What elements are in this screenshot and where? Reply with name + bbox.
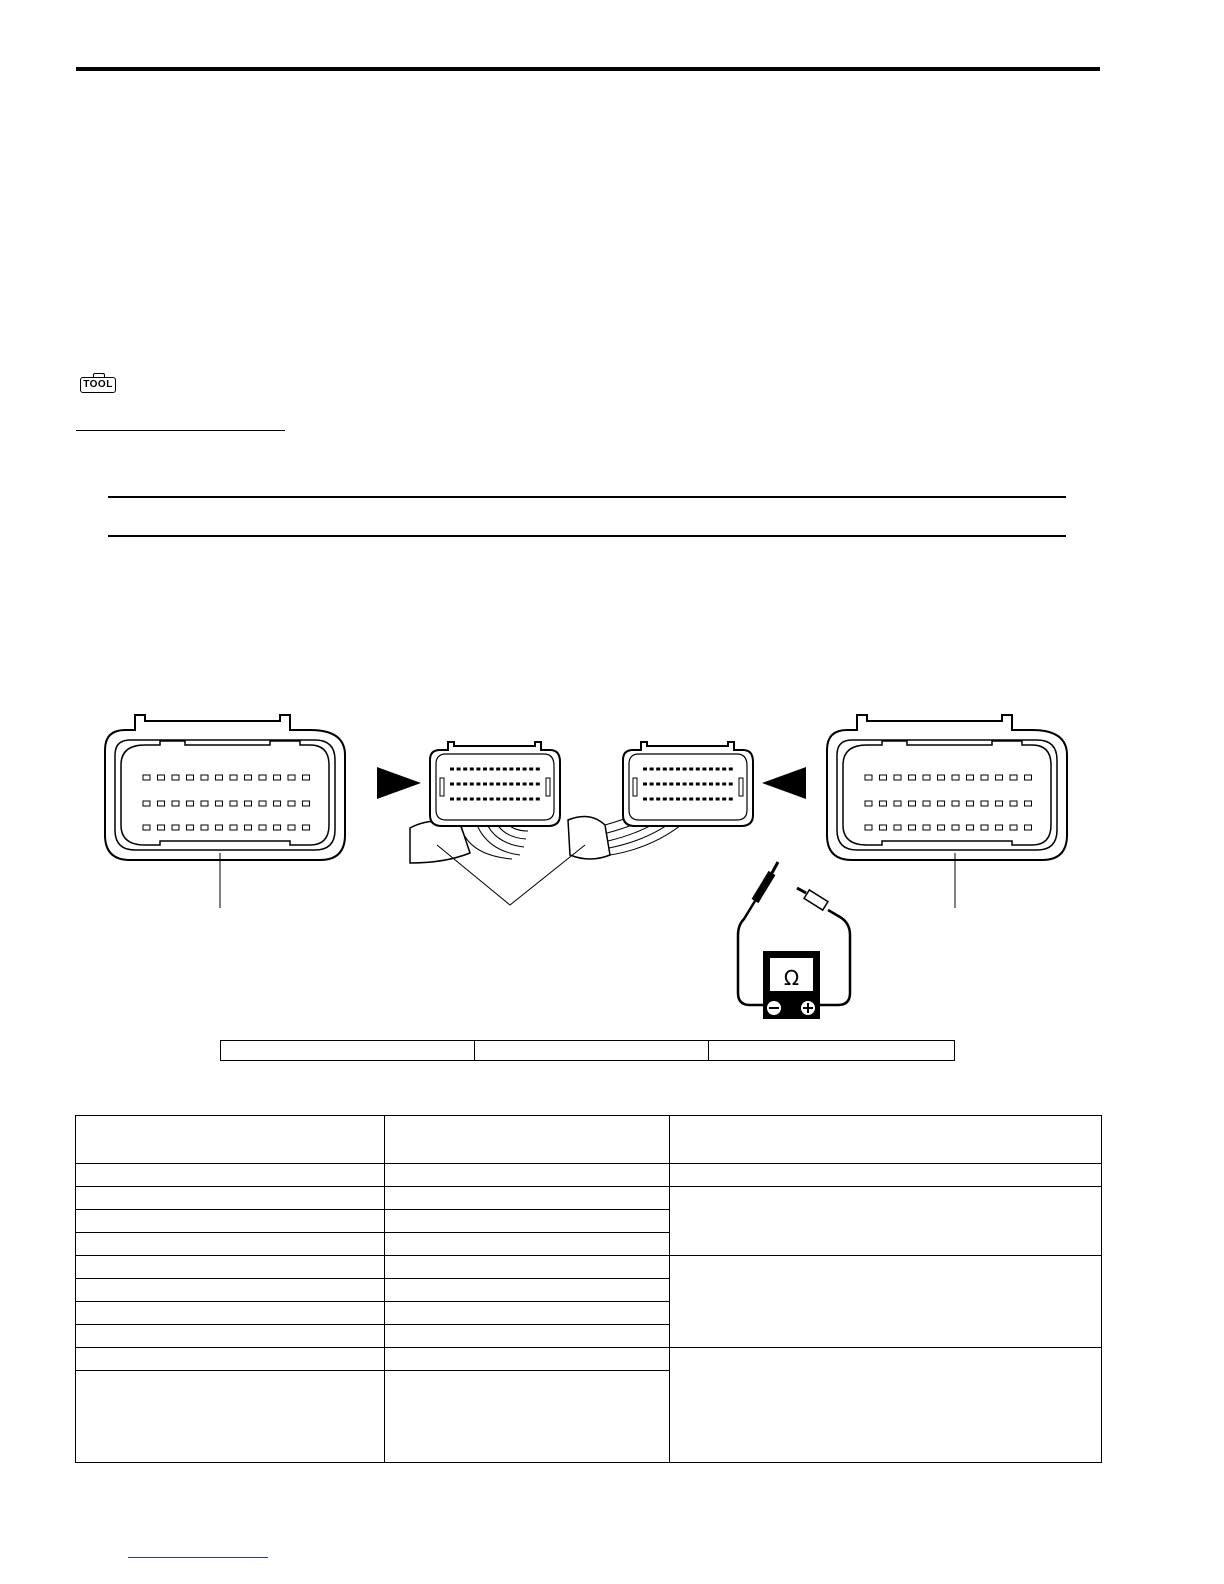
- table-row: [76, 1348, 1102, 1371]
- table-row: [76, 1164, 1102, 1187]
- special-tool-adapter-right-icon: [568, 742, 753, 859]
- ohmmeter-icon: [738, 862, 850, 1019]
- arrow-right-icon: [377, 767, 421, 799]
- caption-cell: [221, 1041, 475, 1061]
- tool-icon: TOOL: [80, 377, 116, 393]
- table-header-row: [76, 1116, 1102, 1164]
- note-bottom-rule: [108, 535, 1066, 537]
- check-table: [75, 1115, 1102, 1463]
- note-top-rule: [108, 496, 1066, 498]
- header-rule: [76, 67, 1100, 71]
- arrow-left-icon: [762, 767, 806, 799]
- connector-check-figure: [100, 705, 1080, 1035]
- special-tool-adapter-left-icon: [410, 742, 560, 863]
- ecm-connector-right-icon: [827, 715, 1067, 860]
- caption-cell: [709, 1041, 955, 1061]
- caption-cell: [475, 1041, 709, 1061]
- ecm-connector-left-icon: [105, 715, 345, 860]
- figure-caption-table: [220, 1040, 955, 1061]
- table-row: [76, 1187, 1102, 1210]
- table-row: [76, 1256, 1102, 1279]
- footer-link[interactable]: [128, 1557, 268, 1558]
- special-tool-link[interactable]: [76, 430, 285, 431]
- ohm-symbol: Ω: [783, 966, 800, 990]
